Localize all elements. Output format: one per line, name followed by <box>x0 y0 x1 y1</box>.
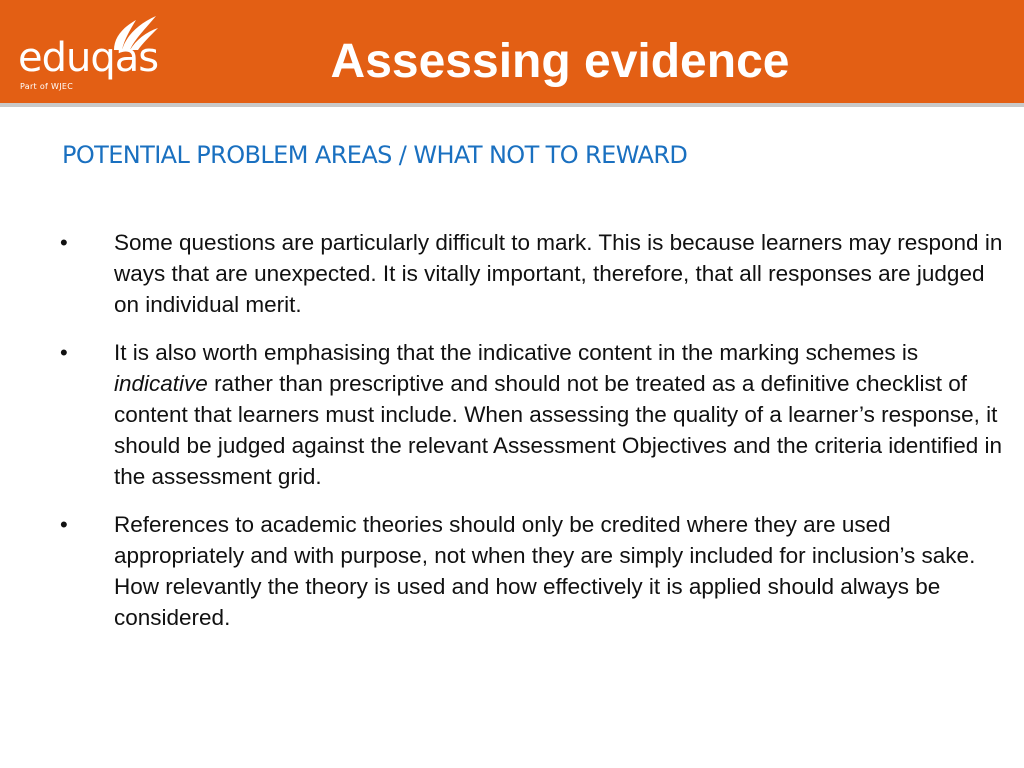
bullet-marker: • <box>60 512 68 538</box>
page-title: Assessing evidence <box>330 35 790 88</box>
section-subtitle: POTENTIAL PROBLEM AREAS / WHAT NOT TO REWARD <box>62 141 688 169</box>
bullet-text: Some questions are particularly difficult to mark. This is because learners may respond in ways that are unexpected. It is vitally important, therefore, that all responses are judged on individual merit. <box>114 230 1003 317</box>
bullet-list <box>60 228 1010 652</box>
bullet-text <box>114 340 1002 488</box>
bullet-item <box>60 510 1010 633</box>
bullet-text-part: rather than prescriptive and should not be treated as a definitive checklist of content that learners must include. When assessing the quality of a learner’s response, it should be judged against the relevant Assessment Objectives and the criteria identified in the assessment grid. <box>114 371 1003 489</box>
bullet-item <box>60 338 1010 492</box>
emphasis-text: indicative <box>114 371 208 397</box>
bullet-text-part: It is also worth emphasising that the indicative content in the marking schemes is <box>114 340 919 366</box>
header-divider <box>0 103 1024 107</box>
bullet-item <box>60 228 1010 320</box>
bullet-marker: • <box>60 230 68 255</box>
eduqas-logo <box>18 12 168 92</box>
header-bar <box>0 0 1024 103</box>
logo-wordmark: eduqas <box>18 35 159 81</box>
bullet-marker: • <box>60 340 68 366</box>
logo-subtitle: Part of WJEC <box>20 82 74 91</box>
bullet-text: References to academic theories should only be credited where they are used appropriately and with purpose, not when they are simply included for inclusion’s sake. How relevantly the theory is used and how effectively it is applied should always be considered. <box>114 512 976 630</box>
